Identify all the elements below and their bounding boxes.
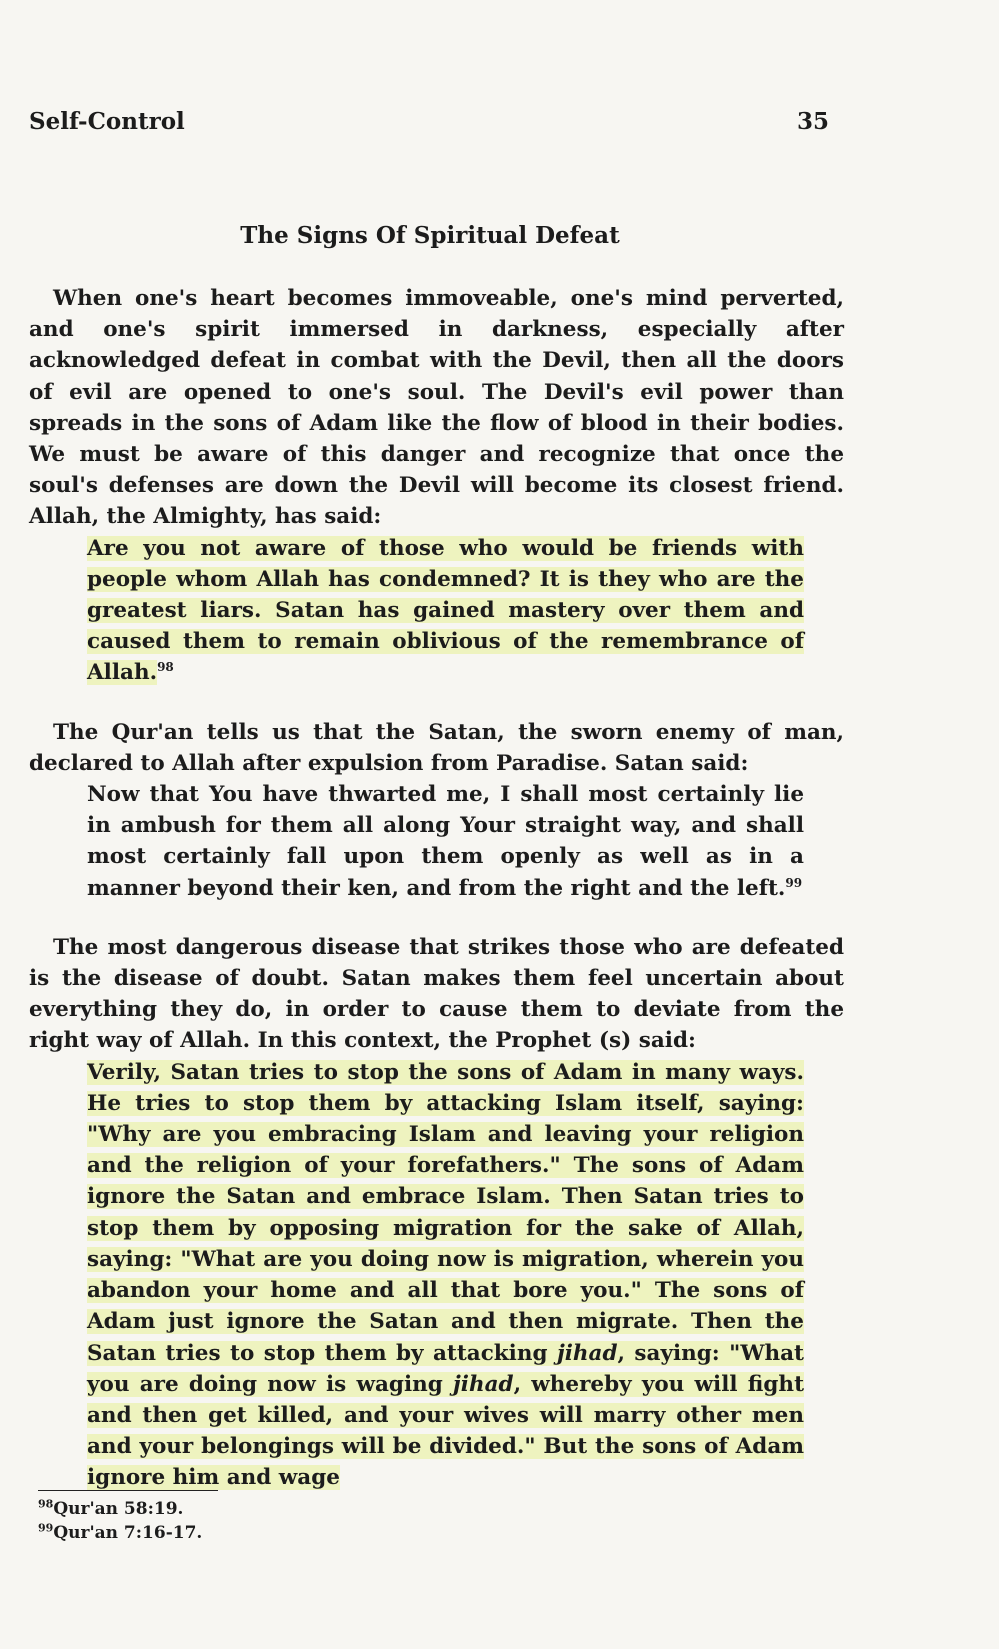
quote-text: Are you not aware of those who would be friends with people whom Allah has condemned? It is they who are the greatest liars. Satan has gained mastery over them and caused them to remain oblivious of the remembrance of Allah. [87, 535, 804, 686]
footnote [38, 1497, 218, 1521]
footnote-rule [38, 1490, 218, 1491]
footnote-text: Qur'an 58:19. [53, 1499, 184, 1519]
header-chapter-title: Self-Control [29, 108, 185, 135]
italic-term: jihad [453, 1371, 514, 1397]
footnote-ref: 98 [157, 660, 174, 675]
footnote-ref: 99 [785, 875, 803, 890]
running-header [29, 108, 829, 135]
page-number: 35 [796, 108, 829, 135]
paragraph: When one's heart becomes immoveable, one's mind perverted, and one's spirit immersed in darkness, especially after acknowledged defeat in combat with the Devil, then all the doors of evil are opened to one's soul. The Devil's evil power than spreads in the sons of Adam like the flow of blood in their bodies. We must be aware of this danger and recognize that once the soul's defenses are down the Devil will become its closest friend. Allah, the Almighty, has said: [29, 286, 844, 530]
section-title: The Signs Of Spiritual Defeat [240, 222, 620, 249]
quote-text: , whereby you will fight and then get killed, and your wives will marry other men and your belongings will be divided." But the sons of Adam ignore him and wage [87, 1371, 804, 1491]
quote-text: Now that You have thwarted me, I shall most certainly lie in ambush for them all along Your straight way, and shall most certainly fall upon them openly as well as in a manner beyond their ken, and from the right and the left. [87, 782, 804, 901]
quote-text: Verily, Satan tries to stop the sons of Adam in many ways. He tries to stop them by attacking Islam itself, saying: "Why are you embracing Islam and leaving your religion and the religion of your forefathers." The sons of Adam ignore the Satan and embrace Islam. Then Satan tries to stop them by opposing migration for the sake of Allah, saying: "What are you doing now is migration, wherein you abandon your home and all that bore you." The sons of Adam just ignore the Satan and then migrate. Then the Satan tries to stop them by attacking [87, 1059, 804, 1366]
block-quote [87, 1057, 804, 1494]
block-quote [87, 533, 804, 689]
footnote [38, 1521, 218, 1545]
footnote-number: 99 [38, 1521, 54, 1535]
paragraph: The Qur'an tells us that the Satan, the sworn enemy of man, declared to Allah after expulsion from Paradise. Satan said: [29, 719, 844, 776]
block-quote [87, 779, 804, 904]
footnote-text: Qur'an 7:16-17. [53, 1523, 203, 1543]
quote-text: , saying: "What you are doing now is waging [87, 1340, 804, 1397]
italic-term: jihad [556, 1340, 618, 1366]
paragraph: The most dangerous disease that strikes those who are defeated is the disease of doubt. Satan makes them feel uncertain about everything they do, in order to cause them to deviate from the right way of Allah. In this context, the Prophet (s) said: [29, 934, 844, 1054]
footnote-number: 98 [38, 1497, 54, 1511]
footnotes [38, 1490, 218, 1545]
body-text [29, 283, 844, 1494]
